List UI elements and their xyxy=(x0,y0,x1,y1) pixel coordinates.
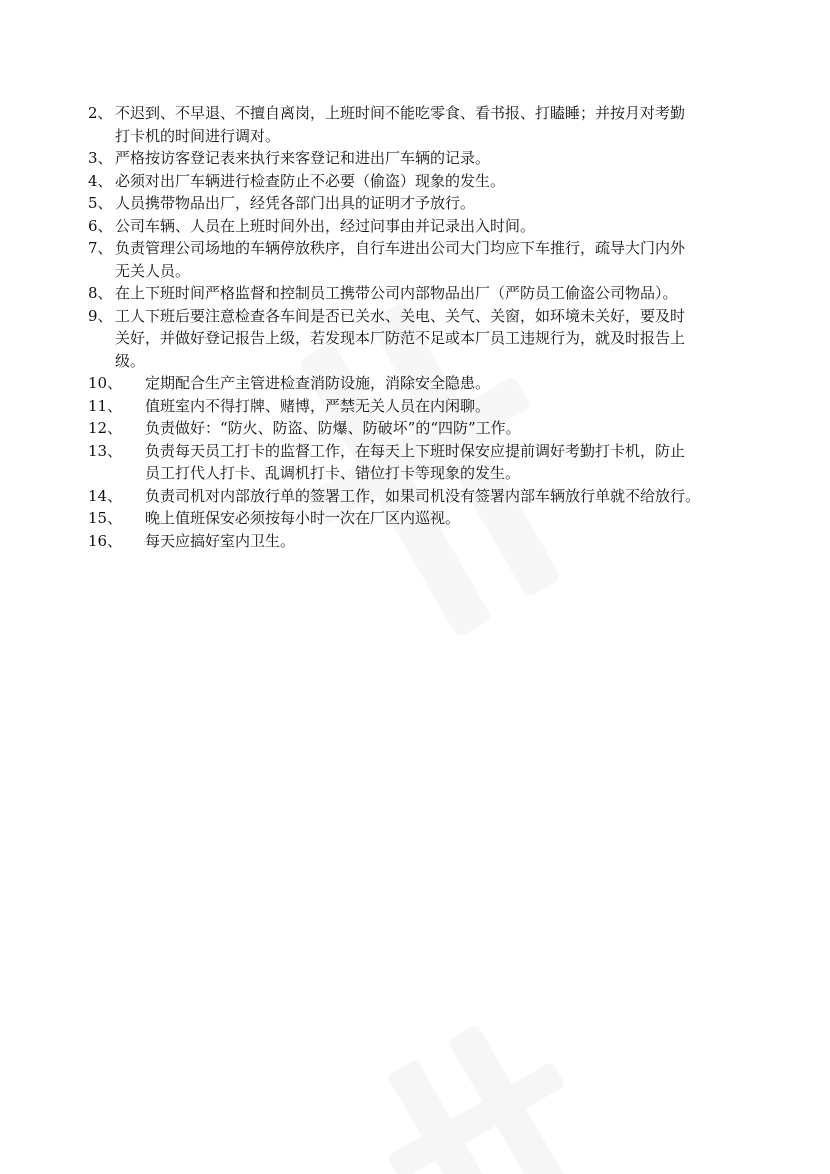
item-number: 12、 xyxy=(88,419,123,437)
item-text: 负责管理公司场地的车辆停放秩序，自行车进出公司大门均应下车推行，疏导大门内外 无关人员。 xyxy=(115,239,686,280)
list-item xyxy=(88,237,758,282)
list-item xyxy=(88,417,758,440)
list-item xyxy=(88,170,758,193)
item-text: 负责每天员工打卡的监督工作，在每天上下班时保安应提前调好考勤打卡机，防止 员工打代人打卡、乱调机打卡、错位打卡等现象的发生。 xyxy=(145,441,686,482)
list-item xyxy=(88,305,758,373)
item-text: 值班室内不得打牌、赌博，严禁无关人员在内闲聊。 xyxy=(145,396,491,415)
watermark-logo-bottom xyxy=(330,1000,610,1174)
list-item xyxy=(88,372,758,395)
item-text: 在上下班时间严格监督和控制员工携带公司内部物品出厂（严防员工偷盗公司物品）。 xyxy=(115,284,678,302)
item-number: 15、 xyxy=(88,509,123,527)
list-item xyxy=(88,102,758,147)
list-item xyxy=(88,395,758,418)
list-item xyxy=(88,147,758,170)
item-number: 7、 xyxy=(88,239,113,257)
item-text: 工人下班后要注意检查各车间是否已关水、关电、关气、关窗，如环境未关好，要及时 关好，并做好登记报告上级，若发现本厂防范不足或本厂员工违规行为，就及时报告上 级。 xyxy=(115,306,686,370)
item-number: 10、 xyxy=(88,374,123,392)
item-number: 4、 xyxy=(88,171,113,190)
list-item xyxy=(88,530,758,553)
item-number: 14、 xyxy=(88,486,123,505)
item-text: 公司车辆、人员在上班时间外出，经过问事由并记录出入时间。 xyxy=(115,216,536,235)
rules-list xyxy=(88,102,758,552)
list-item xyxy=(88,282,758,305)
item-number: 8、 xyxy=(88,284,113,302)
list-item xyxy=(88,485,758,508)
item-number: 11、 xyxy=(88,396,123,415)
item-text: 负责司机对内部放行单的签署工作，如果司机没有签署内部车辆放行单就不给放行。 xyxy=(145,486,701,505)
item-number: 5、 xyxy=(88,194,113,212)
item-number: 13、 xyxy=(88,441,123,460)
item-number: 6、 xyxy=(88,216,113,235)
item-text: 晚上值班保安必须按每小时一次在厂区内巡视。 xyxy=(145,509,461,527)
list-item xyxy=(88,215,758,238)
item-text: 必须对出厂车辆进行检查防止不必要（偷盗）现象的发生。 xyxy=(115,171,506,190)
item-number: 2、 xyxy=(88,104,113,122)
item-text: 负责做好：“防火、防盗、防爆、防破坏”的“四防”工作。 xyxy=(145,419,521,437)
item-number: 16、 xyxy=(88,531,123,550)
item-number: 9、 xyxy=(88,306,113,325)
list-item xyxy=(88,440,758,485)
item-text: 人员携带物品出厂，经凭各部门出具的证明才予放行。 xyxy=(115,194,476,212)
item-number: 3、 xyxy=(88,149,113,167)
item-text: 定期配合生产主管进检查消防设施，消除安全隐患。 xyxy=(145,374,491,392)
list-item xyxy=(88,507,758,530)
item-text: 每天应搞好室内卫生。 xyxy=(145,531,296,550)
item-text: 严格按访客登记表来执行来客登记和进出厂车辆的记录。 xyxy=(115,149,491,167)
item-text: 不迟到、不早退、不擅自离岗，上班时间不能吃零食、看书报、打瞌睡；并按月对考勤 打卡机的时间进行调对。 xyxy=(115,104,686,145)
list-item xyxy=(88,192,758,215)
